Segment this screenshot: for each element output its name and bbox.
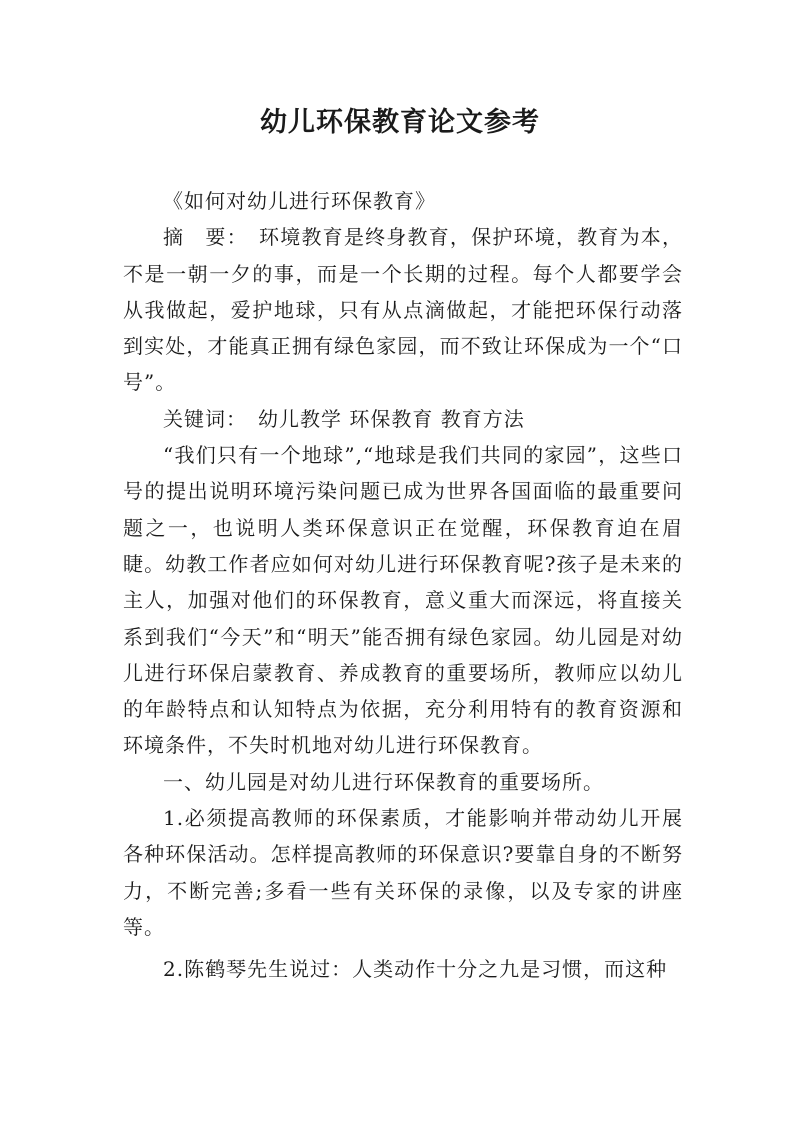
keywords-paragraph: 关键词： 幼儿教学 环保教育 教育方法 xyxy=(163,406,525,431)
section-heading: 一、幼儿园是对幼儿进行环保教育的重要场所。 xyxy=(163,769,604,794)
point-1-paragraph: 1.必须提高教师的环保素质，才能影响并带动幼儿开展各种环保活动。怎样提高教师的环保意识?要靠自身的不断努力，不断完善;多看一些有关环保的录像，以及专家的讲座等。 xyxy=(123,806,683,939)
document-title: 幼儿环保教育论文参考 xyxy=(260,107,540,138)
document-body xyxy=(123,183,683,988)
point-2-paragraph: 2.陈鹤琴先生说过：人类动作十分之九是习惯，而这种 xyxy=(163,957,668,982)
abstract-paragraph: 摘 要： 环境教育是终身教育，保护环境，教育为本，不是一朝一夕的事，而是一个长期的过程。每个人都要学会从我做起，爱护地球，只有从点滴做起，才能把环保行动落到实处，才能真正拥有绿色家园，而不致让环保成为一个“口号”。 xyxy=(123,225,683,395)
intro-paragraph: “我们只有一个地球”,“地球是我们共同的家园”，这些口号的提出说明环境污染问题已成为世界各国面临的最重要问题之一，也说明人类环保意识正在觉醒，环保教育迫在眉睫。幼教工作者应如何对幼儿进行环保教育呢?孩子是未来的主人，加强对他们的环保教育，意义重大而深远，将直接关系到我们“今天”和“明天”能否拥有绿色家园。幼儿园是对幼儿进行环保启蒙教育、养成教育的重要场所，教师应以幼儿的年龄特点和认知特点为依据，充分利用特有的教育资源和环境条件，不失时机地对幼儿进行环保教育。 xyxy=(123,443,683,758)
article-heading: 《如何对幼儿进行环保教育》 xyxy=(163,189,436,213)
